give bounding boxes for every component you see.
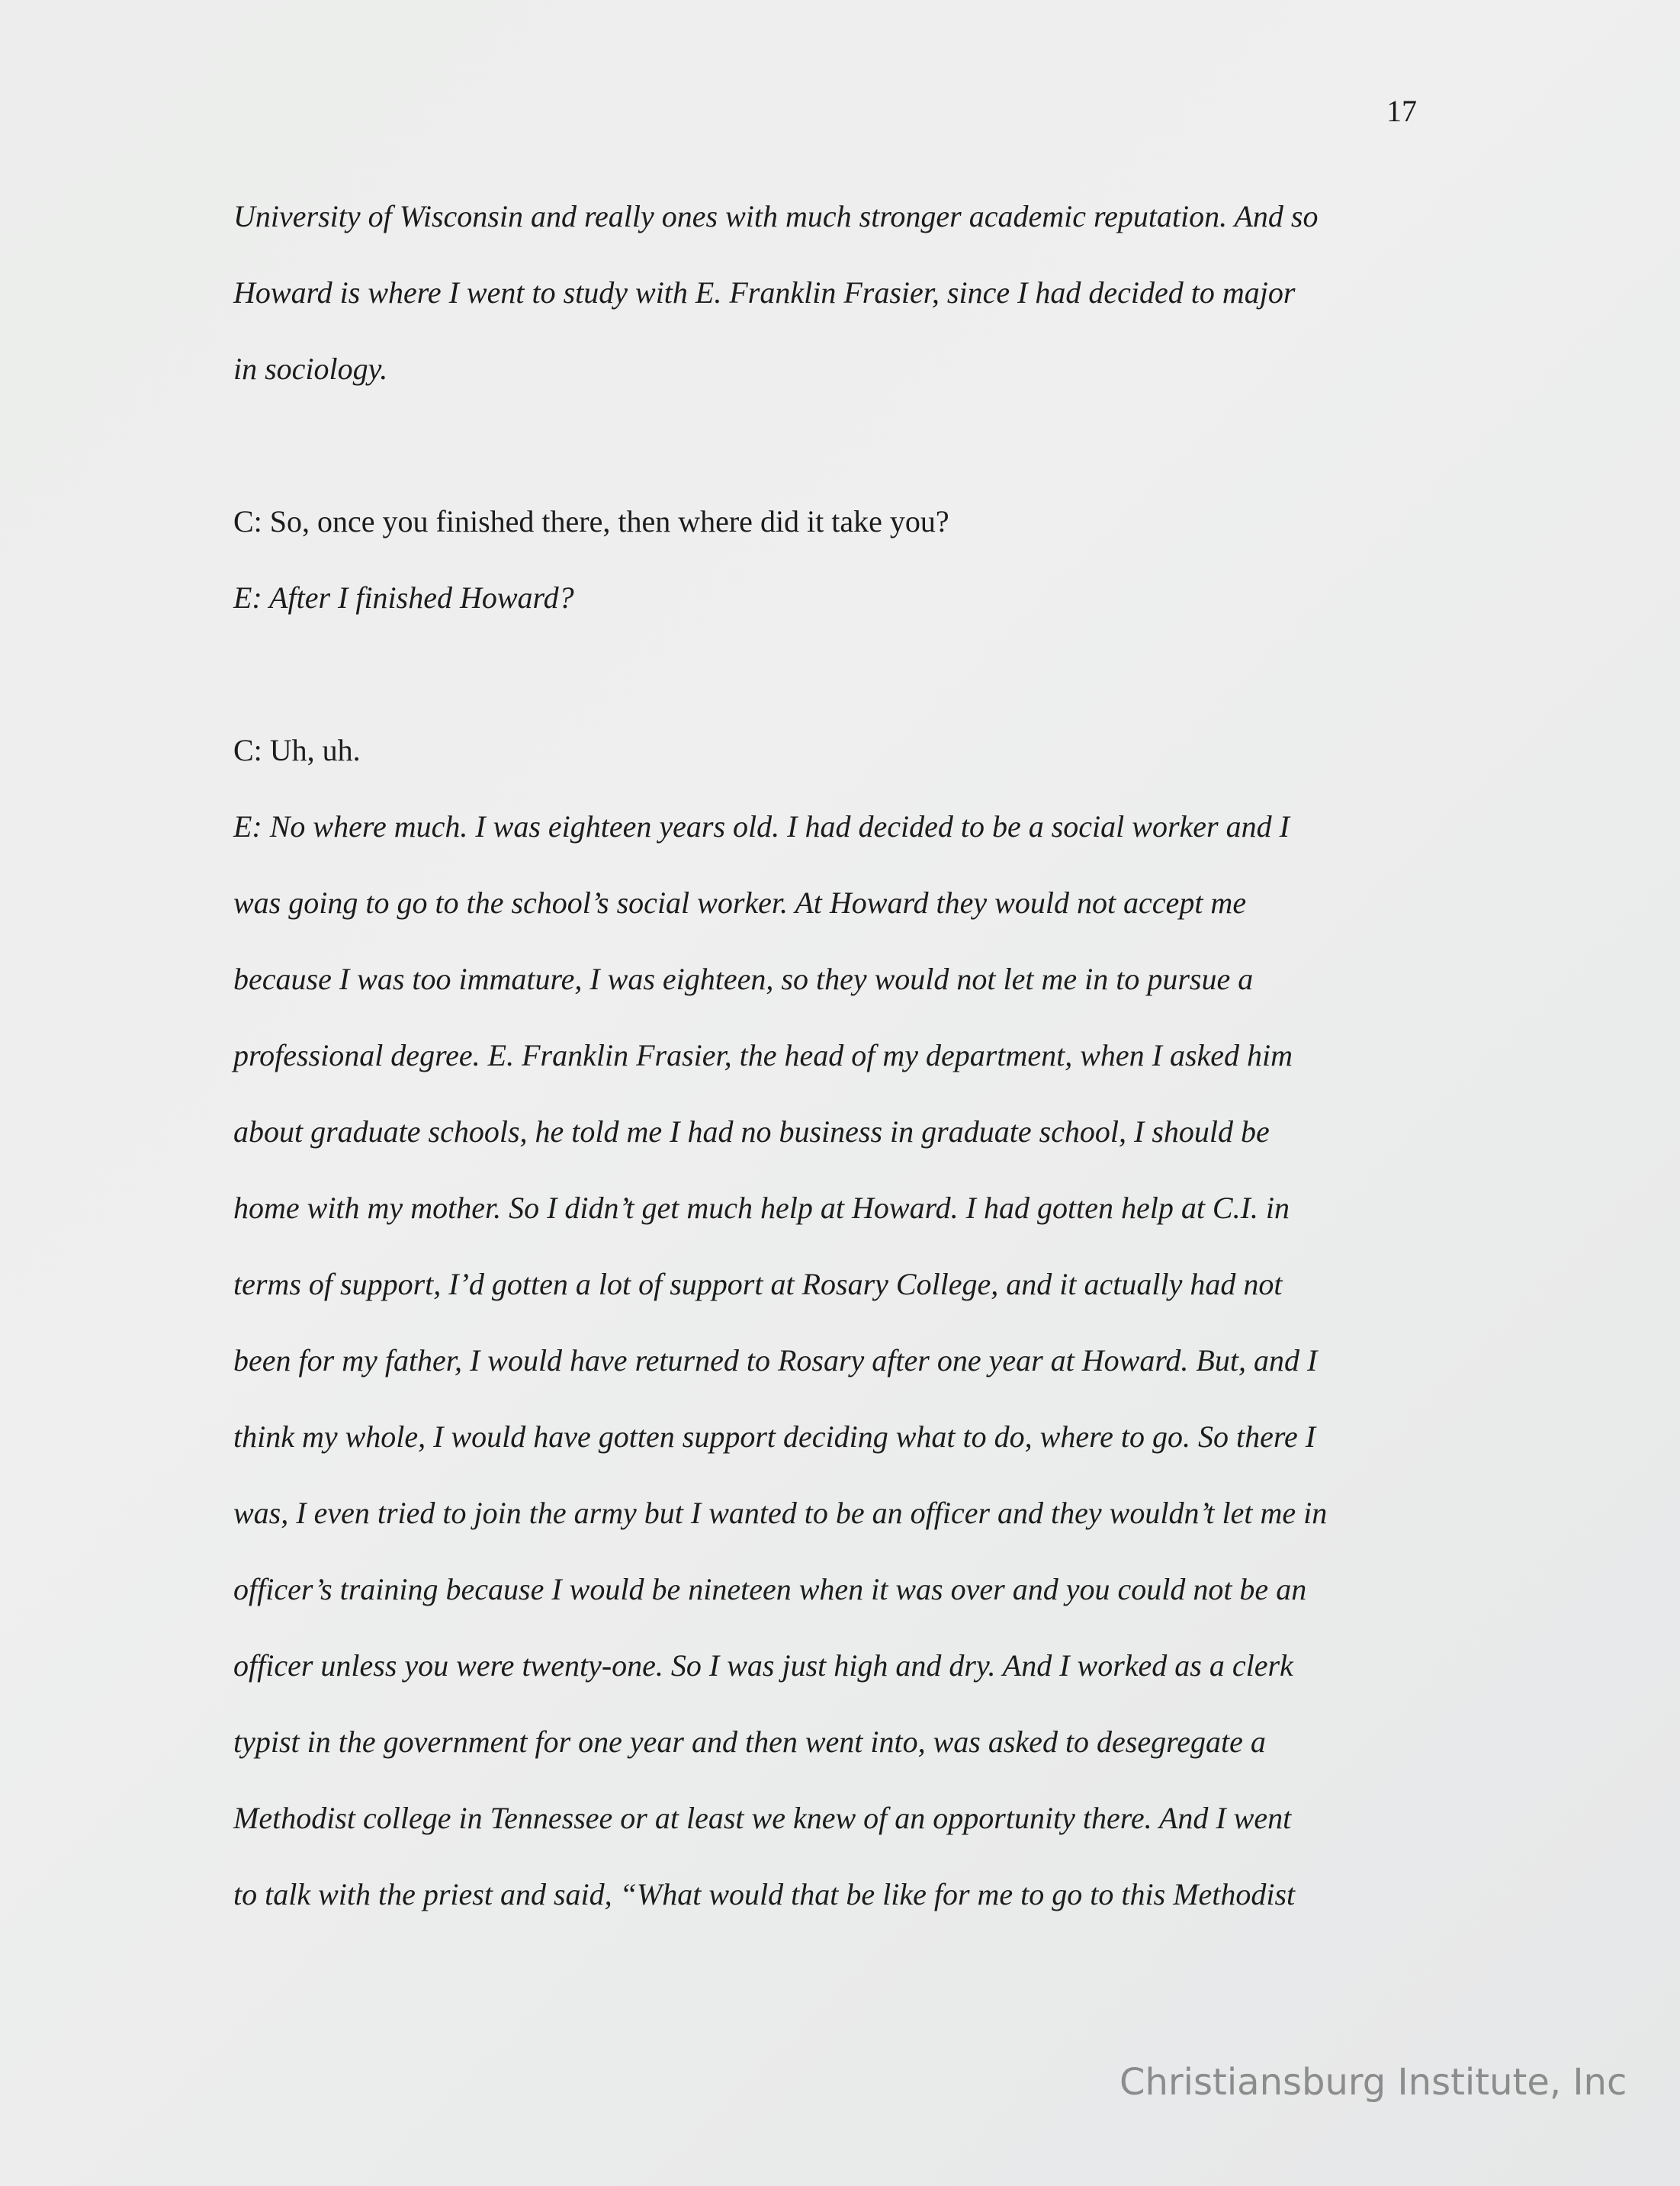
transcript-line: was going to go to the school’s social worker. At Howard they would not accept me — [233, 886, 1247, 920]
transcript-line: professional degree. E. Franklin Frasier, the head of my department, when I asked him — [233, 1038, 1293, 1072]
transcript-line: typist in the government for one year and then went into, was asked to desegregate a — [233, 1725, 1266, 1759]
transcript-line: E: After I finished Howard? — [233, 580, 574, 615]
transcript-line: in sociology. — [233, 352, 388, 386]
transcript-line: Howard is where I went to study with E. Franklin Frasier, since I had decided to major — [233, 275, 1296, 310]
transcript-line: officer unless you were twenty-one. So I was just high and dry. And I worked as a clerk — [233, 1648, 1293, 1683]
transcript-line: to talk with the priest and said, “What would that be like for me to go to this Methodist — [233, 1877, 1296, 1911]
page-number: 17 — [1386, 94, 1417, 128]
transcript-line: E: No where much. I was eighteen years old. I had decided to be a social worker and I — [233, 809, 1290, 844]
transcript-line: home with my mother. So I didn’t get much help at Howard. I had gotten help at C.I. in — [233, 1191, 1290, 1225]
transcript-line: C: So, once you finished there, then where did it take you? — [233, 504, 949, 538]
paragraph-gap — [233, 636, 1446, 712]
transcript-line: because I was too immature, I was eighteen, so they would not let me in to pursue a — [233, 962, 1254, 996]
transcript-line: was, I even tried to join the army but I wanted to be an officer and they wouldn’t let me in — [233, 1496, 1328, 1530]
watermark: Christiansburg Institute, Inc — [1119, 2061, 1627, 2104]
transcript-line: about graduate schools, he told me I had no business in graduate school, I should be — [233, 1114, 1270, 1149]
paragraph-gap — [233, 407, 1446, 484]
transcript-line: C: Uh, uh. — [233, 733, 361, 767]
transcript-line: been for my father, I would have returned to Rosary after one year at Howard. But, and I — [233, 1343, 1318, 1378]
transcript-line: think my whole, I would have gotten support deciding what to do, where to go. So there I — [233, 1419, 1316, 1454]
transcript-body — [233, 178, 1446, 1933]
transcript-line: officer’s training because I would be nineteen when it was over and you could not be an — [233, 1572, 1307, 1606]
transcript-line: University of Wisconsin and really ones with much stronger academic reputation. And so — [233, 199, 1319, 233]
transcript-line: terms of support, I’d gotten a lot of support at Rosary College, and it actually had not — [233, 1267, 1283, 1301]
transcript-line: Methodist college in Tennessee or at least we knew of an opportunity there. And I went — [233, 1801, 1292, 1835]
